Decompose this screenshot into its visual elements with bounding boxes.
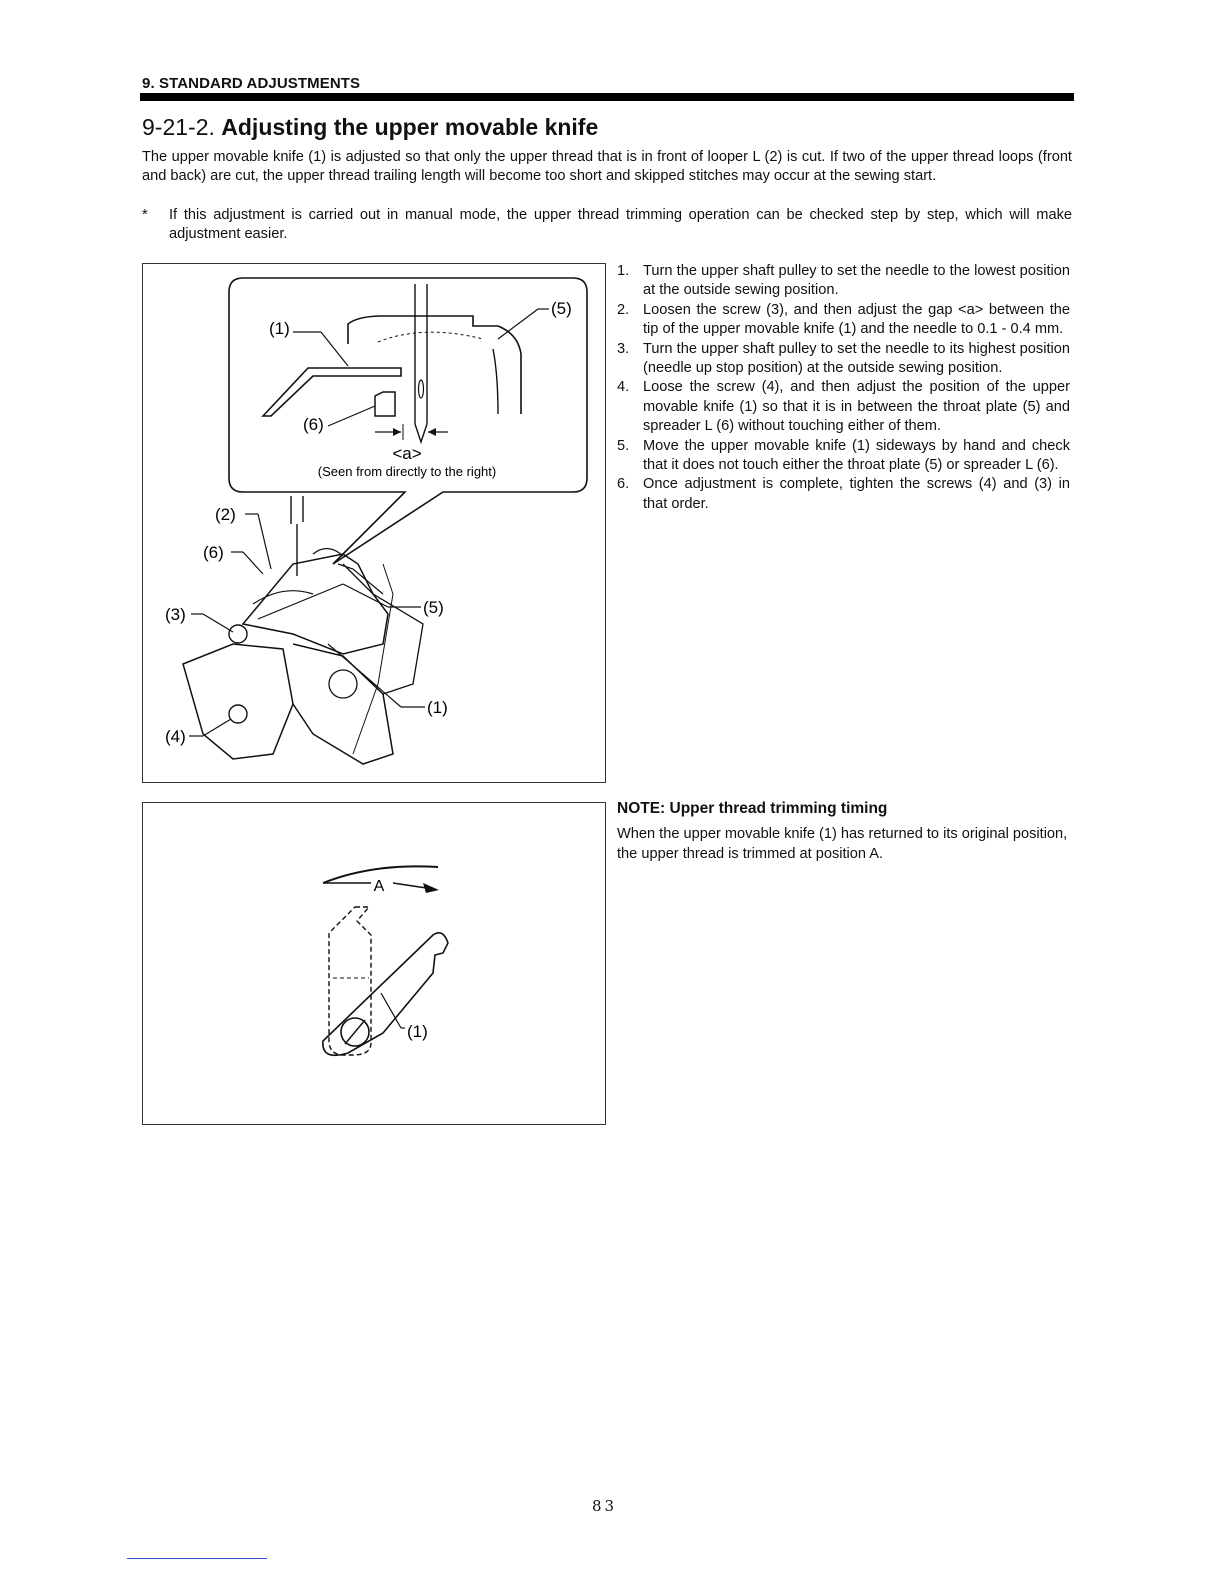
callout-6b: (6) — [203, 543, 224, 562]
step-item — [617, 437, 1070, 476]
step-number: 4. — [617, 379, 630, 396]
step-item — [617, 475, 1070, 514]
footer-line — [127, 1558, 267, 1559]
step-text: Turn the upper shaft pulley to set the needle to its highest position (needle up stop position) at the outside sewing position. — [643, 340, 1070, 377]
step-text: Turn the upper shaft pulley to set the needle to the lowest position at the outside sewing position. — [643, 263, 1070, 299]
callout-2: (2) — [215, 505, 236, 524]
base-left — [183, 644, 293, 759]
knife-arm — [253, 584, 343, 619]
callout-4: (4) — [165, 727, 186, 746]
title-number: 9-21-2. — [142, 114, 215, 140]
callout-6: (6) — [303, 415, 324, 434]
leader-3b — [203, 614, 233, 632]
note-title: NOTE: Upper thread trimming timing — [617, 800, 888, 817]
asterisk-mark: * — [142, 207, 148, 223]
gap-label: <a> — [392, 444, 422, 463]
step-number: 2. — [617, 301, 630, 318]
step-text: Move the upper movable knife (1) sideways by hand and check that it does not touch either the throat plate (5) or spreader L (6). — [643, 437, 1070, 474]
position-a-label: A — [373, 878, 385, 895]
callout-5: (5) — [551, 299, 572, 318]
hook-disc — [329, 670, 357, 698]
screw-3 — [229, 625, 247, 643]
throat-block — [343, 564, 423, 694]
leader-4b — [203, 719, 231, 736]
note-body: When the upper movable knife (1) has returned to its original position, the upper thread is trimmed at position A. — [617, 826, 1068, 862]
step-number: 6. — [617, 476, 630, 493]
section-header: 9. STANDARD ADJUSTMENTS — [142, 75, 361, 92]
leader-2b — [258, 514, 271, 569]
callout-3: (3) — [165, 605, 186, 624]
figure1-drawing — [143, 264, 605, 782]
figure-trimming-timing — [142, 802, 606, 1125]
step-text: Once adjustment is complete, tighten the screws (4) and (3) in that order. — [643, 476, 1070, 512]
needle-plate-area — [243, 554, 388, 654]
page-number: 83 — [592, 1497, 618, 1515]
callout-knife: (1) — [407, 1022, 428, 1041]
figure2-drawing — [143, 803, 605, 1124]
base-right — [293, 644, 393, 764]
figure1-caption: (Seen from directly to the right) — [317, 464, 497, 479]
screw-4 — [229, 705, 247, 723]
callout-1b: (1) — [427, 698, 448, 717]
knife-home-outline — [329, 907, 371, 1055]
header-rule — [140, 93, 1074, 101]
title-text: Adjusting the upper movable knife — [221, 114, 599, 140]
step-number: 5. — [617, 437, 630, 454]
screw-slot — [345, 1020, 365, 1044]
leader-5d — [343, 584, 388, 607]
intro-note-text: If this adjustment is carried out in manual mode, the upper thread trimming operation can be checked step by step, which will make adjustment easier. — [169, 207, 1072, 243]
callout-5b: (5) — [423, 598, 444, 617]
step-item — [617, 378, 1070, 436]
intro-text: The upper movable knife (1) is adjusted so that only the upper thread that is in front of looper L (2) is cut. If two of the upper thread loops (front and back) are cut, the upper thread trailing length will become too short and skipped stitches may occur at the sewing start. — [142, 149, 1072, 185]
step-text: Loosen the screw (3), and then adjust the gap <a> between the tip of the upper movable knife (1) and the needle to 0.1 - 0.4 mm. — [643, 301, 1070, 338]
step-item — [617, 262, 1070, 301]
page-title — [142, 114, 598, 141]
intro-note — [142, 206, 1072, 245]
step-item — [617, 340, 1070, 379]
motion-arrowhead — [423, 883, 439, 893]
step-number: 1. — [617, 263, 630, 279]
step-number: 3. — [617, 340, 630, 357]
adjustment-steps — [617, 262, 1070, 514]
callout-1: (1) — [269, 319, 290, 338]
step-item — [617, 301, 1070, 340]
step-text: Loose the screw (4), and then adjust the position of the upper movable knife (1) so that it is in between the throat plate (5) and spreader L (6) without touching either of them. — [643, 379, 1070, 435]
needle-bar — [291, 496, 303, 524]
intro-paragraph — [142, 148, 1072, 187]
figure-knife-adjustment — [142, 263, 606, 783]
leader-6c — [243, 552, 263, 574]
